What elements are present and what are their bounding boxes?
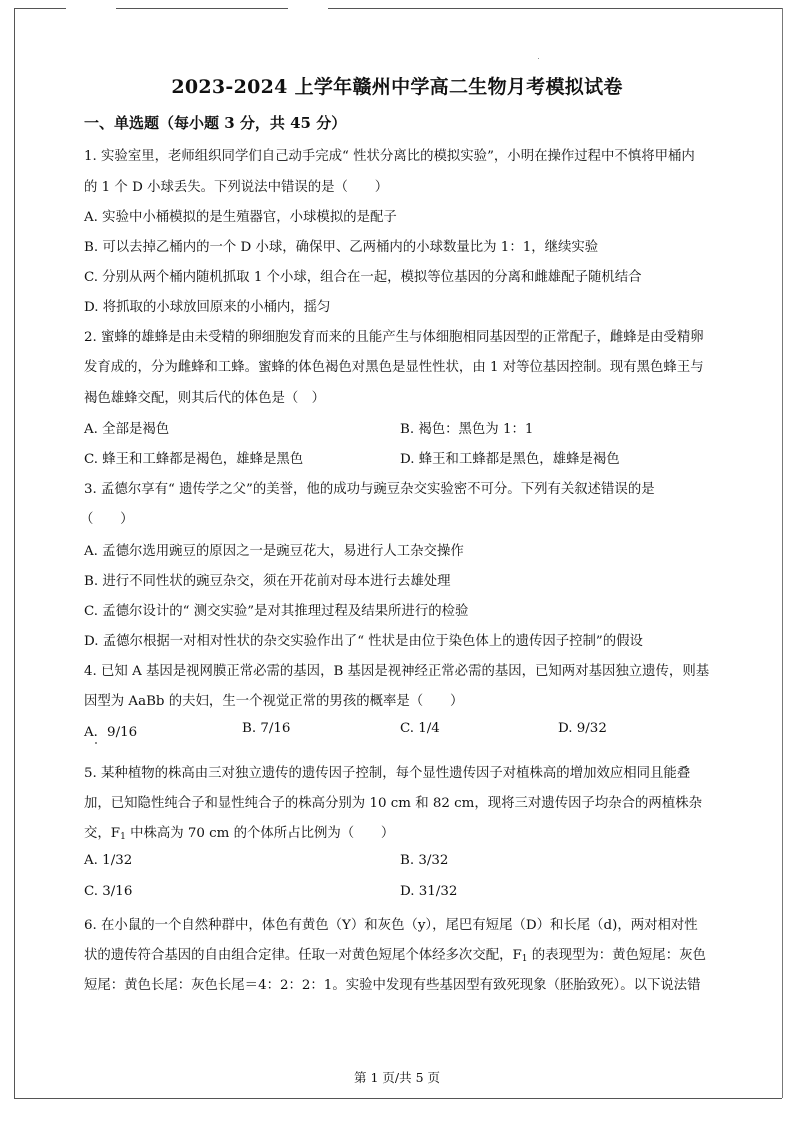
q3-option-b: B. 进行不同性状的豌豆杂交，须在开花前对母本进行去雄处理 bbox=[84, 574, 451, 589]
q6-stem-line3: 短尾：黄色长尾：灰色长尾＝4：2：2：1。实验中发现有些基因型有致死现象（胚胎致死）。以下说法错 bbox=[84, 978, 701, 993]
q5-text-a: 交，F bbox=[84, 826, 121, 841]
section-heading: 一、单选题（每小题 3 分，共 45 分） bbox=[84, 114, 347, 132]
q6-text-a: 状的遗传符合基因的自由组合定律。任取一对黄色短尾个体经多次交配，F bbox=[84, 948, 522, 963]
q6-text-b: 的表现型为：黄色短尾：灰色 bbox=[527, 948, 706, 963]
page-border-left bbox=[14, 8, 15, 1098]
q3-stem-line2: （ ） bbox=[80, 512, 134, 527]
q4-option-d: D. 9/32 bbox=[558, 721, 607, 736]
q5-option-c: C. 3/16 bbox=[84, 884, 133, 899]
q1-option-c: C. 分别从两个桶内随机抓取 1 个小球，组合在一起，模拟等位基因的分离和雌雄配子随机结合 bbox=[84, 270, 642, 285]
scan-speck bbox=[95, 742, 97, 744]
q5-stem-line1: 5. 某种植物的株高由三对独立遗传的遗传因子控制，每个显性遗传因子对植株高的增加效应相同且能叠 bbox=[84, 766, 691, 781]
q2-stem-line3: 褐色雄蜂交配，则其后代的体色是（ ） bbox=[84, 391, 326, 406]
q5-option-d: D. 31/32 bbox=[400, 884, 458, 899]
border-gap bbox=[66, 5, 116, 11]
q2-option-c: C. 蜂王和工蜂都是褐色，雄蜂是黑色 bbox=[84, 452, 304, 467]
q1-option-a: A. 实验中小桶模拟的是生殖器官，小球模拟的是配子 bbox=[84, 210, 397, 225]
q6-stem-line1: 6. 在小鼠的一个自然种群中，体色有黄色（Y）和灰色（y），尾巴有短尾（D）和长尾（d)，两对相对性 bbox=[84, 918, 698, 933]
q2-option-a: A. 全部是褐色 bbox=[84, 422, 170, 437]
q3-stem-line1: 3. 孟德尔享有“ 遗传学之父”的美誉，他的成功与豌豆杂交实验密不可分。下列有关叙述错误的是 bbox=[84, 482, 655, 497]
q3-option-c: C. 孟德尔设计的“ 测交实验”是对其推理过程及结果所进行的检验 bbox=[84, 604, 469, 619]
q5-subscript: 1 bbox=[120, 832, 126, 842]
q2-stem-line1: 2. 蜜蜂的雄蜂是由未受精的卵细胞发育而来的且能产生与体细胞相同基因型的正常配子，雌蜂是由受精卵 bbox=[84, 330, 704, 345]
q2-option-d: D. 蜂王和工蜂都是黑色，雄蜂是褐色 bbox=[400, 452, 620, 467]
q1-option-d: D. 将抓取的小球放回原来的小桶内，摇匀 bbox=[84, 300, 331, 315]
q3-option-d: D. 孟德尔根据一对相对性状的杂交实验作出了“ 性状是由位于染色体上的遗传因子控制”的假设 bbox=[84, 634, 643, 649]
q4-stem-line2: 因型为 AaBb 的夫妇，生一个视觉正常的男孩的概率是（ ） bbox=[84, 694, 464, 709]
q5-option-b: B. 3/32 bbox=[400, 853, 449, 868]
q2-stem-line2: 发育成的，分为雌蜂和工蜂。蜜蜂的体色褐色对黑色是显性性状，由 1 对等位基因控制。现有黑色蜂王与 bbox=[84, 360, 704, 375]
page-footer: 第 1 页/共 5 页 bbox=[353, 1070, 440, 1085]
q6-stem-line2 bbox=[84, 944, 706, 964]
q5-text-b: 中株高为 70 cm 的个体所占比例为（ ） bbox=[125, 826, 395, 841]
exam-title: 2023-2024 上学年赣州中学高二生物月考模拟试卷 bbox=[171, 76, 623, 98]
q3-option-a: A. 孟德尔选用豌豆的原因之一是豌豆花大，易进行人工杂交操作 bbox=[84, 544, 464, 559]
q4-option-a: A．9/16 bbox=[84, 725, 138, 740]
q2-option-b: B. 褐色：黑色为 1：1 bbox=[400, 422, 534, 437]
q6-subscript: 1 bbox=[521, 954, 528, 964]
page-border-bottom bbox=[14, 1098, 782, 1099]
q1-stem-line2: 的 1 个 D 小球丢失。下列说法中错误的是（ ） bbox=[84, 180, 389, 195]
q4-option-c: C. 1/4 bbox=[400, 721, 440, 736]
q4-option-b: B. 7/16 bbox=[242, 721, 291, 736]
border-gap bbox=[288, 5, 328, 11]
q5-stem-line2: 加，已知隐性纯合子和显性纯合子的株高分别为 10 cm 和 82 cm，现将三对遗传因子均杂合的两植株杂 bbox=[84, 796, 702, 811]
q1-option-b: B. 可以去掉乙桶内的一个 D 小球，确保甲、乙两桶内的小球数量比为 1：1，继续实验 bbox=[84, 240, 599, 255]
q1-stem-line1: 1. 实验室里，老师组织同学们自己动手完成“ 性状分离比的模拟实验”，小明在操作过程中不慎将甲桶内 bbox=[84, 149, 695, 164]
page-border-top bbox=[14, 8, 782, 9]
q5-stem-line3 bbox=[84, 822, 394, 842]
scan-speck bbox=[538, 58, 539, 59]
q5-option-a: A. 1/32 bbox=[84, 853, 133, 868]
q4-stem-line1: 4. 已知 A 基因是视网膜正常必需的基因，B 基因是视神经正常必需的基因，已知两对基因独立遗传，则基 bbox=[84, 664, 710, 679]
page-border-right bbox=[782, 8, 783, 1098]
